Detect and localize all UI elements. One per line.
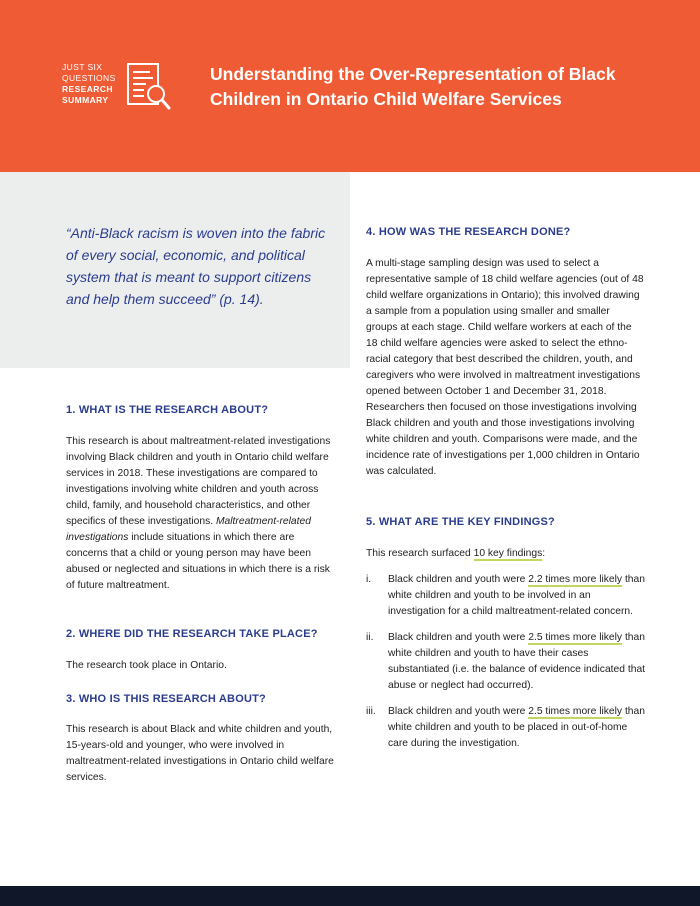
tag-line-1: JUST SIX <box>62 62 103 72</box>
section-1-body-a: This research is about maltreatment-related investigations involving Black children and youth in Ontario child welfare services in 2018. These investigations are compared to investigations involving white children and youth across child, family, and household characteristics, and other specifics of these investigations. <box>66 436 331 527</box>
finding-text-b: than white children and youth to be involved in an investigation for a child maltreatment-related concern. <box>388 574 645 617</box>
tag-line-4: SUMMARY <box>62 95 109 105</box>
list-item <box>366 704 648 752</box>
section-2-heading: 2. WHERE DID THE RESEARCH TAKE PLACE? <box>66 628 318 640</box>
tag-line-3: RESEARCH <box>62 84 113 94</box>
header-banner <box>0 0 700 172</box>
list-item <box>366 630 648 694</box>
finding-text-b: than white children and youth to have their cases substantiated (i.e. the balance of evidence indicated that abuse or neglect had occurred). <box>388 632 646 691</box>
section-2-body: The research took place in Ontario. <box>66 660 227 671</box>
pull-quote: “Anti-Black racism is woven into the fabric of every social, economic, and political system that is meant to support citizens and help them succeed” (p. 14). <box>66 225 326 307</box>
finding-text-a: Black children and youth were <box>388 632 529 643</box>
finding-number: iii. <box>366 706 376 717</box>
section-1-heading: 1. WHAT IS THE RESEARCH ABOUT? <box>66 404 269 416</box>
section-5-heading: 5. WHAT ARE THE KEY FINDINGS? <box>366 516 555 528</box>
key-findings-list <box>366 572 648 762</box>
page-title: Understanding the Over-Representation of Black Children in Ontario Child Welfare Services <box>210 64 616 109</box>
section-3-heading: 3. WHO IS THIS RESEARCH ABOUT? <box>66 693 266 705</box>
finding-highlight: 2.2 times more likely <box>528 574 623 585</box>
footer-bar <box>0 886 700 906</box>
finding-text-a: Black children and youth were <box>388 574 529 585</box>
section-5-intro-highlight: 10 key findings <box>473 548 543 559</box>
finding-text-a: Black children and youth were <box>388 706 529 717</box>
section-5-intro <box>366 546 644 562</box>
finding-highlight: 2.5 times more likely <box>528 632 623 643</box>
section-1-body-em: Maltreatment-related investigations <box>66 516 311 543</box>
finding-number: ii. <box>366 632 374 643</box>
section-1-body <box>66 434 336 594</box>
finding-text-b: than white children and youth to be placed in out-of-home care during the investigation. <box>388 706 645 749</box>
section-4-heading: 4. HOW WAS THE RESEARCH DONE? <box>366 226 571 238</box>
finding-number: i. <box>366 574 372 585</box>
list-item <box>366 572 648 620</box>
section-1-body-b: include situations in which there are concerns that a child or young person may have been abused or neglected and situations in which there is a risk of future maltreatment. <box>66 532 330 591</box>
section-5-intro-b: : <box>542 548 546 559</box>
finding-highlight: 2.5 times more likely <box>528 706 623 717</box>
section-3-body: This research is about Black and white children and youth, 15-years-old and younger, who were involved in maltreatment-related investigations in Ontario child welfare services. <box>66 724 334 783</box>
document-magnifier-icon <box>126 62 172 112</box>
tag-line-2: QUESTIONS <box>62 73 116 83</box>
section-5-intro-a: This research surfaced <box>366 548 474 559</box>
section-4-body: A multi-stage sampling design was used to select a representative sample of 18 child welfare agencies (out of 48 child welfare organizations in Ontario); this involved drawing a sample from a population using smaller and smaller groups at each stage. Child welfare workers at each of the 18 child welfare agencies were asked to select the ethno-racial category that best described the children, youth, and caregivers who were involved in maltreatment investigations opened between October 1 and December 31, 2018. Researchers then focused on those investigations involving Black children and youth and those investigations involving white children and youth. Comparisons were made, and the incidence rate of investigations per 1,000 children in Ontario was calculated. <box>366 258 644 477</box>
